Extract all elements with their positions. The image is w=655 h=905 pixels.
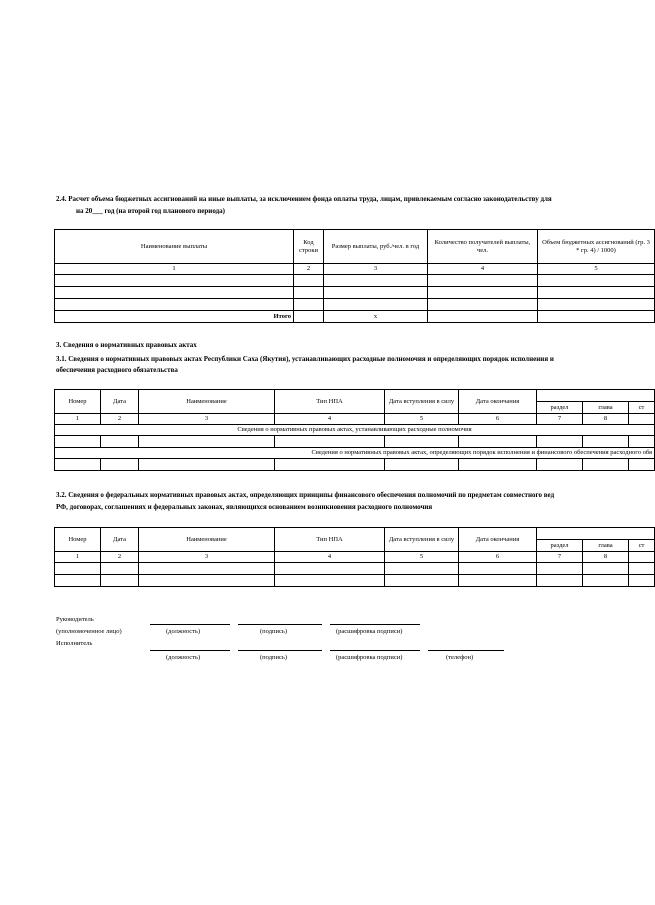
subheader-article: ст: [629, 540, 655, 552]
executor-decoding-caption: (расшифровка подписи): [336, 654, 403, 661]
table-group-row: [55, 448, 655, 459]
table-group-row: [55, 425, 655, 436]
table-header-row: [55, 528, 655, 540]
col-number: 5: [385, 552, 459, 563]
subheader-section: раздел: [537, 402, 583, 414]
header-name: Наименование: [139, 528, 275, 552]
header-effective-date: Дата вступления в силу: [385, 528, 459, 552]
section-3-title: 3. Сведения о нормативных правовых актах: [56, 341, 197, 349]
header-end-date: Дата окончания: [459, 390, 537, 414]
table-row: [55, 563, 655, 575]
section-2-4-table: [54, 229, 655, 323]
col-number: 4: [275, 414, 385, 425]
total-label: Итого: [55, 311, 294, 323]
total-x-mark: x: [324, 311, 428, 323]
table-row: [55, 436, 655, 448]
head-signature-line[interactable]: [238, 624, 322, 625]
head-position-caption: (должность): [166, 628, 201, 635]
executor-decoding-line[interactable]: [330, 650, 420, 651]
executor-position-caption: (должность): [166, 654, 201, 661]
header-date: Дата: [101, 528, 139, 552]
executor-position-line[interactable]: [150, 650, 230, 651]
table-row: [55, 287, 655, 299]
section-3-1-table: [54, 389, 655, 471]
col-number: 8: [583, 414, 629, 425]
section-3-2-title: 3.2. Сведения о федеральных нормативных правовых актах, определяющих принципы финансового обеспечения полномочий по предметам совместного вед: [56, 491, 555, 499]
table-row: [55, 575, 655, 587]
subheader-article: ст: [629, 402, 655, 414]
table-total-row: [55, 311, 655, 323]
col-number: 5: [538, 264, 655, 275]
header-payment-size: Размер выплаты, руб./чел. в год: [324, 230, 428, 264]
head-decoding-caption: (расшифровка подписи): [336, 628, 403, 635]
section-3-1-title: 3.1. Сведения о нормативных правовых актах Республики Саха (Якутия), устанавливающих расходные полномочия и определяющих порядок исполнения и: [56, 355, 554, 363]
header-effective-date: Дата вступления в силу: [385, 390, 459, 414]
col-number: 1: [55, 552, 101, 563]
header-recipients-count: Количество получателей выплаты, чел.: [428, 230, 538, 264]
executor-signature-caption: (подпись): [260, 654, 287, 661]
table-number-row: [55, 552, 655, 563]
col-number: 6: [459, 552, 537, 563]
section-2-4-year-line: на 20___ год (на второй год планового периода): [76, 207, 226, 215]
executor-label: Исполнитель: [56, 640, 93, 647]
section-3-1-title-cont: обеспечения расходного обязательства: [56, 366, 178, 374]
col-number: 1: [55, 264, 294, 275]
subheader-section: раздел: [537, 540, 583, 552]
col-number: 5: [385, 414, 459, 425]
table-number-row: [55, 414, 655, 425]
group-label-procedure: Сведения о нормативных правовых актах, определяющих порядок исполнения и финансового обеспечения расходного обя: [55, 448, 655, 459]
col-number: 7: [537, 552, 583, 563]
header-number: Номер: [55, 390, 101, 414]
header-act-type: Тип НПА: [275, 528, 385, 552]
table-header-row: [55, 230, 655, 264]
table-row: [55, 299, 655, 311]
table-row: [55, 459, 655, 471]
head-decoding-line[interactable]: [330, 624, 420, 625]
table-header-row: [55, 390, 655, 402]
head-signature-caption: (подпись): [260, 628, 287, 635]
header-payment-name: Наименование выплаты: [55, 230, 294, 264]
col-number: 3: [139, 414, 275, 425]
table-row: [55, 275, 655, 287]
col-number: 2: [294, 264, 324, 275]
authorized-person-label: (уполномоченное лицо): [56, 628, 122, 635]
col-number: 4: [428, 264, 538, 275]
section-3-2-table: [54, 527, 655, 587]
head-label: Руководитель: [56, 616, 94, 623]
col-number: 1: [55, 414, 101, 425]
section-3-2-title-cont: РФ, договорах, соглашениях и федеральных законах, являющихся основанием возникновения расходного полномочия: [56, 503, 433, 511]
header-act-type: Тип НПА: [275, 390, 385, 414]
col-number: 4: [275, 552, 385, 563]
executor-phone-caption: (телефон): [446, 654, 474, 661]
header-end-date: Дата окончания: [459, 528, 537, 552]
header-budget-volume: Объем бюджетных ассигнований (гр. 3 * гр. 4) / 1000): [538, 230, 655, 264]
col-number: 6: [459, 414, 537, 425]
executor-phone-line[interactable]: [428, 650, 504, 651]
executor-signature-line[interactable]: [238, 650, 322, 651]
header-number: Номер: [55, 528, 101, 552]
col-number: 2: [101, 552, 139, 563]
col-number: 8: [583, 552, 629, 563]
col-number: 2: [101, 414, 139, 425]
header-date: Дата: [101, 390, 139, 414]
subheader-chapter: глава: [583, 540, 629, 552]
section-2-4-title: 2.4. Расчет объема бюджетных ассигнований на иные выплаты, за исключением фонда оплаты труда, лицам, привлекаемым согласно законодательству для: [56, 195, 552, 203]
subheader-chapter: глава: [583, 402, 629, 414]
header-line-code: Код строки: [294, 230, 324, 264]
col-number: 3: [139, 552, 275, 563]
header-name: Наименование: [139, 390, 275, 414]
table-number-row: [55, 264, 655, 275]
col-number: 7: [537, 414, 583, 425]
col-number: 3: [324, 264, 428, 275]
group-label-powers: Сведения о нормативных правовых актах, устанавливающих расходные полномочия: [55, 425, 655, 436]
head-position-line[interactable]: [150, 624, 230, 625]
